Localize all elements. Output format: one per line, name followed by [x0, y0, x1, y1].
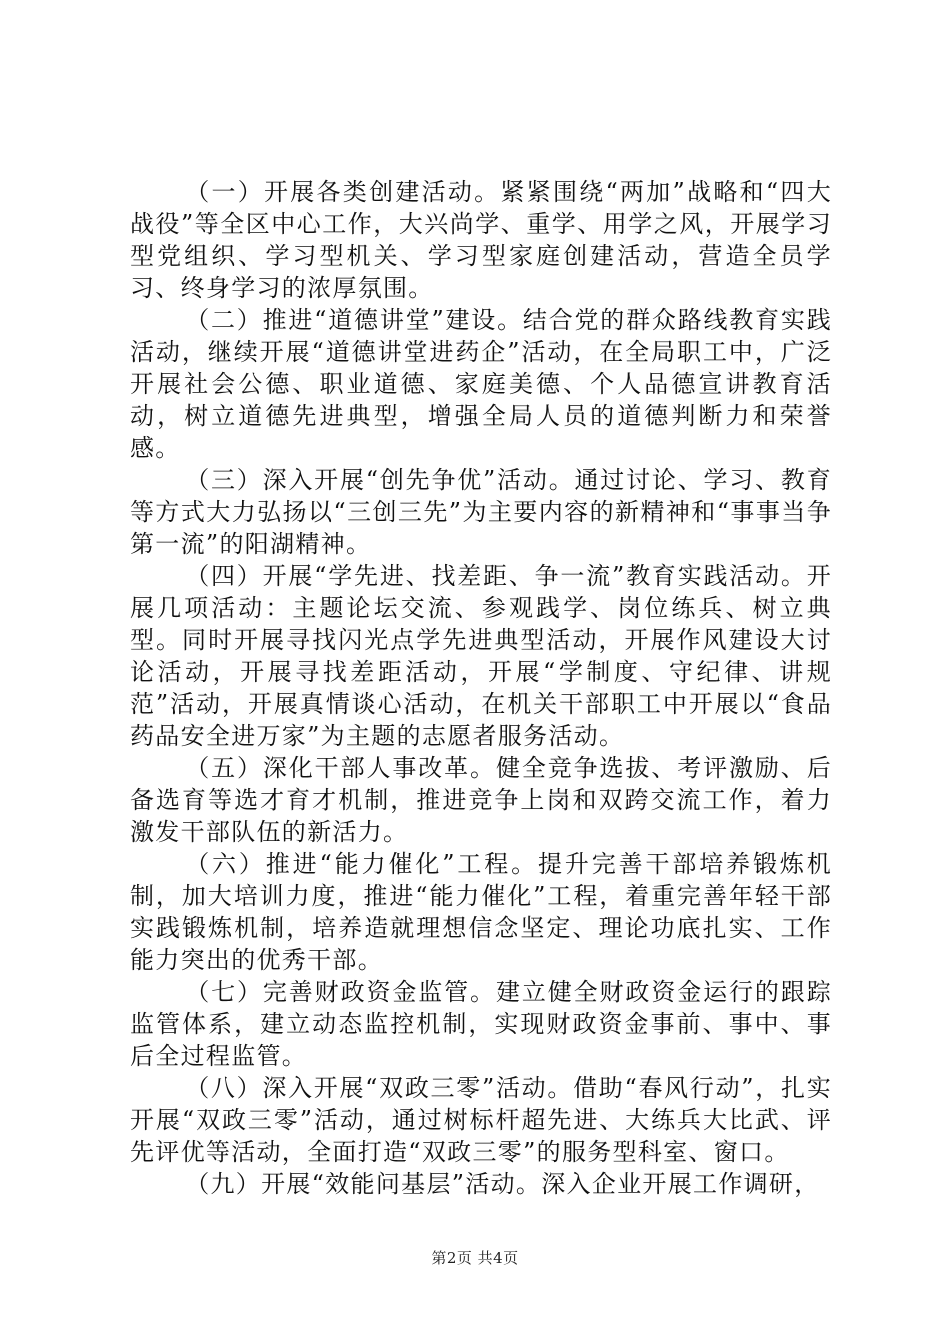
paragraph-6: （六）推进“能力催化”工程。提升完善干部培养锻炼机制，加大培训力度，推进“能力催化”工程，着重完善年轻干部实践锻炼机制，培养造就理想信念坚定、理论功底扎实、工作能力突出的优秀干部。	[130, 850, 832, 974]
paragraph-2: （二）推进“道德讲堂”建设。结合党的群众路线教育实践活动，继续开展“道德讲堂进药企”活动，在全局职工中，广泛开展社会公德、职业道德、家庭美德、个人品德宣讲教育活动，树立道德先进典型，增强全局人员的道德判断力和荣誉感。	[130, 306, 832, 462]
page-footer	[0, 1247, 950, 1268]
document-body	[130, 176, 832, 1200]
page-number: 第2页 共4页	[431, 1249, 519, 1267]
paragraph-9: （九）开展“效能问基层”活动。深入企业开展工作调研，	[185, 1170, 820, 1198]
paragraph-1: （一）开展各类创建活动。紧紧围绕“两加”战略和“四大战役”等全区中心工作，大兴尚学、重学、用学之风，开展学习型党组织、学习型机关、学习型家庭创建活动，营造全员学习、终身学习的浓厚氛围。	[130, 178, 832, 302]
paragraph-4: （四）开展“学先进、找差距、争一流”教育实践活动。开展几项活动：主题论坛交流、参观践学、岗位练兵、树立典型。同时开展寻找闪光点学先进典型活动，开展作风建设大讨论活动，开展寻找差距活动，开展“学制度、守纪律、讲规范”活动，开展真情谈心活动，在机关干部职工中开展以“食品药品安全进万家”为主题的志愿者服务活动。	[130, 562, 832, 750]
paragraph-5: （五）深化干部人事改革。健全竞争选拔、考评激励、后备选育等选才育才机制，推进竞争上岗和双跨交流工作，着力激发干部队伍的新活力。	[130, 754, 832, 846]
paragraph-7: （七）完善财政资金监管。建立健全财政资金运行的跟踪监管体系，建立动态监控机制，实现财政资金事前、事中、事后全过程监管。	[130, 978, 832, 1070]
paragraph-8: （八）深入开展“双政三零”活动。借助“春风行动”，扎实开展“双政三零”活动，通过树标杆超先进、大练兵大比武、评先评优等活动，全面打造“双政三零”的服务型科室、窗口。	[130, 1074, 832, 1166]
paragraph-3: （三）深入开展“创先争优”活动。通过讨论、学习、教育等方式大力弘扬以“三创三先”为主要内容的新精神和“事事当争第一流”的阳湖精神。	[130, 466, 832, 558]
